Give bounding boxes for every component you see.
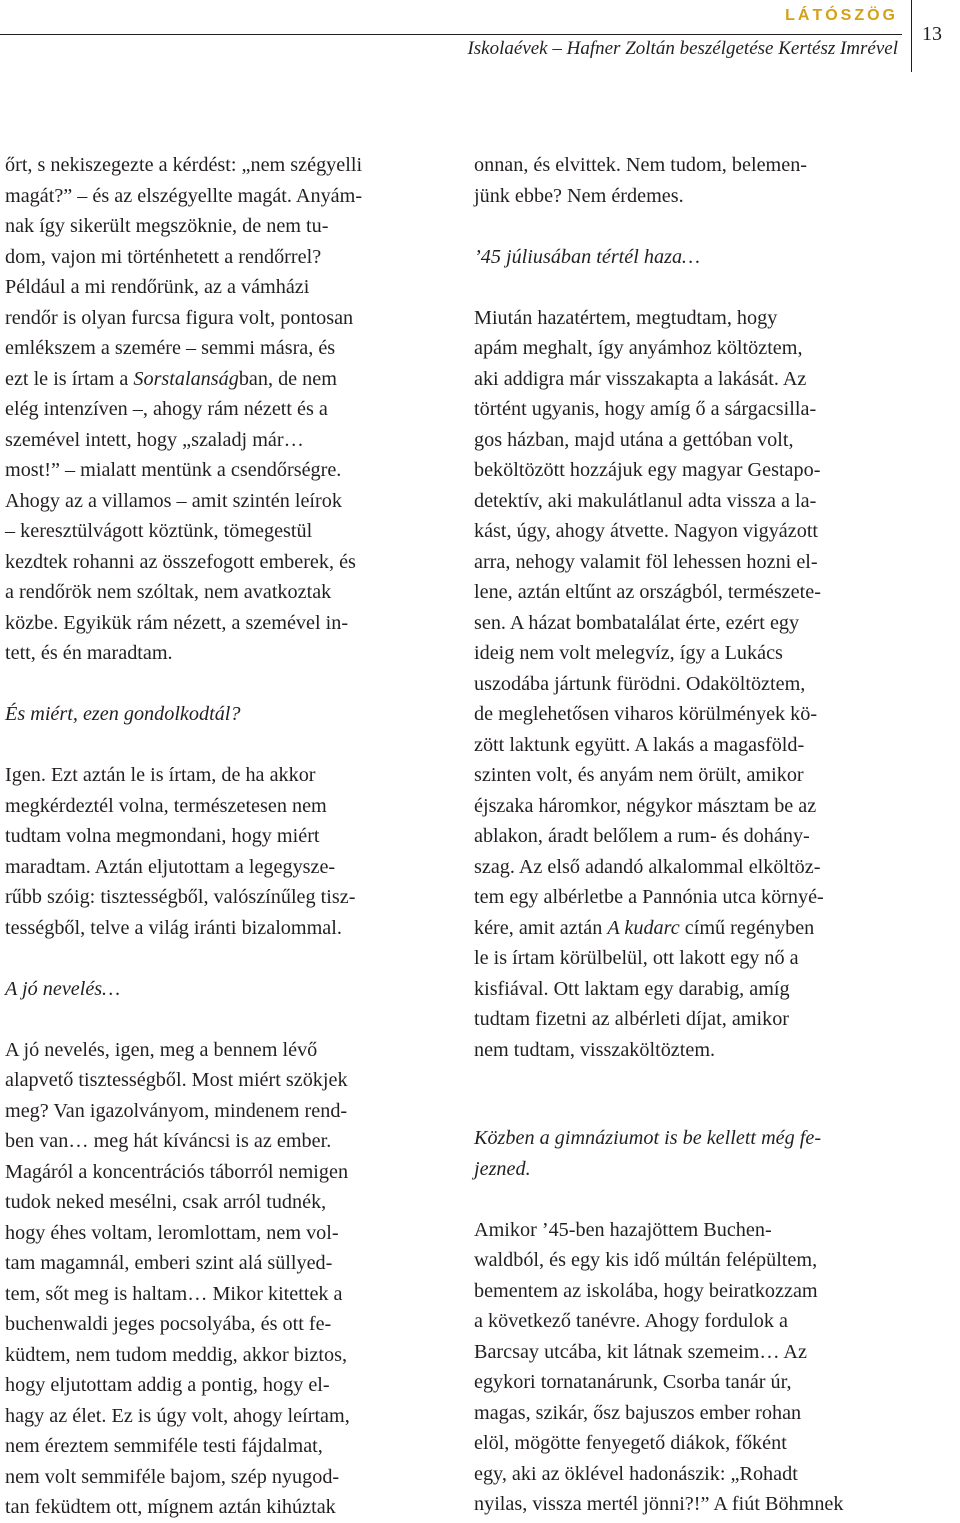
page-number-separator bbox=[911, 0, 912, 72]
text-line: arra, nehogy valamit föl lehessen hozni el- bbox=[474, 550, 818, 573]
text-line: sen. A házat bombatalálat érte, ezért egy bbox=[474, 611, 800, 634]
paragraph-gap bbox=[5, 730, 437, 761]
text-line: hogy eljutottam addig a pontig, hogy el- bbox=[5, 1374, 330, 1396]
text-line: történt ugyanis, hogy amíg ő a sárgacsilla- bbox=[474, 398, 817, 420]
text-line: onnan, és elvittek. Nem tudom, belemen- bbox=[474, 154, 808, 176]
text-line: nem éreztem semmiféle testi fájdalmat, bbox=[5, 1435, 323, 1457]
text-line: elöl, mögötte fenyegető diákok, főként bbox=[474, 1432, 787, 1454]
text-run: című regényben bbox=[679, 916, 815, 939]
text-line: de meglehetősen viharos körülmények kö- bbox=[474, 703, 818, 725]
text-line: szemével intett, hogy „szaladj már… bbox=[5, 428, 304, 451]
text-line: gos házban, majd utána a gettóban volt, bbox=[474, 428, 794, 451]
text-line: Magáról a koncentrációs táborról nemigen bbox=[5, 1160, 349, 1183]
text-line: Miután hazatértem, megtudtam, hogy bbox=[474, 306, 778, 329]
text-line: beköltözött hozzájuk egy magyar Gestapo- bbox=[474, 459, 821, 481]
paragraph-gap bbox=[474, 211, 914, 242]
text-line: detektív, aki makulátlanul adta vissza a la- bbox=[474, 489, 817, 512]
text-line: lene, aztán eltűnt az országból, természete- bbox=[474, 581, 821, 603]
right-paragraph-2 bbox=[474, 303, 914, 1066]
text-line: buchenwaldi jeges pocsolyába, és ott fe- bbox=[5, 1313, 332, 1335]
text-line: ablakon, áradt belőlem a rum- és dohány- bbox=[474, 825, 810, 847]
text-line bbox=[5, 364, 437, 395]
left-paragraph-3 bbox=[5, 1035, 437, 1523]
text-line: Barcsay utcába, kit látnak szemeim… Az bbox=[474, 1340, 807, 1363]
book-title-a-kudarc: A kudarc bbox=[607, 916, 680, 939]
text-line: uszodába jártunk fürödni. Odaköltöztem, bbox=[474, 672, 806, 695]
text-run: kére, amit aztán bbox=[474, 916, 608, 939]
text-line: nak így sikerült megszöknie, de nem tu- bbox=[5, 215, 329, 237]
text-line: elég intenzíven –, ahogy rám nézett és a bbox=[5, 398, 328, 420]
text-line: a következő tanévre. Ahogy fordulok a bbox=[474, 1310, 788, 1332]
text-line: ideig nem volt melegvíz, így a Lukács bbox=[474, 642, 783, 664]
page-header bbox=[0, 0, 960, 80]
text-line: nyilas, vissza mertél jönni?!” A fiút Böhmnek bbox=[474, 1493, 844, 1515]
text-line: nem tudtam, visszaköltöztem. bbox=[474, 1038, 716, 1061]
text-line: most!” – mialatt mentünk a csendőrségre. bbox=[5, 459, 342, 481]
text-line: bementem az iskolába, hogy beiratkozzam bbox=[474, 1279, 818, 1302]
text-line: waldból, és egy kis idő múltán felépültem, bbox=[474, 1249, 818, 1271]
text-line: hagy az élet. Ez is úgy volt, ahogy leírtam, bbox=[5, 1404, 350, 1427]
interview-question bbox=[474, 242, 914, 273]
text-line: tességből, telve a világ iránti bizalommal. bbox=[5, 916, 342, 939]
text-line: maradtam. Aztán eljutottam a legegysze- bbox=[5, 855, 336, 878]
paragraph-gap bbox=[474, 272, 914, 303]
text-line: aki addigra már visszakapta a lakását. Az bbox=[474, 367, 807, 390]
text-line: küdtem, nem tudom meddig, akkor biztos, bbox=[5, 1343, 348, 1366]
text-line: A jó nevelés, igen, meg a bennem lévő bbox=[5, 1038, 318, 1061]
text-line: Amikor ’45-ben hazajöttem Buchen- bbox=[474, 1218, 772, 1241]
question-line: És miért, ezen gondolkodtál? bbox=[5, 703, 241, 725]
right-paragraph-1 bbox=[474, 150, 914, 211]
page-number: 13 bbox=[922, 23, 942, 45]
text-run: ban, de nem bbox=[238, 367, 337, 390]
interview-question bbox=[5, 699, 437, 730]
text-line: tudok neked mesélni, csak arról tudnék, bbox=[5, 1191, 327, 1213]
text-line: magas, szikár, ősz bajuszos ember rohan bbox=[474, 1401, 802, 1424]
right-column bbox=[474, 150, 914, 1520]
text-line: tett, és én maradtam. bbox=[5, 642, 173, 664]
text-line: – keresztülvágott köztünk, tömegestül bbox=[5, 520, 313, 542]
text-line: zött laktunk együtt. A lakás a magasföld- bbox=[474, 733, 805, 756]
text-line: meg? Van igazolványom, mindenem rend- bbox=[5, 1099, 348, 1122]
text-line: nem volt semmiféle bajom, szép nyugod- bbox=[5, 1465, 340, 1488]
text-line: közbe. Egyikük rám nézett, a szemével in- bbox=[5, 611, 349, 634]
text-line: őrt, s nekiszegezte a kérdést: „nem szégyelli bbox=[5, 154, 363, 176]
paragraph-gap bbox=[474, 1184, 914, 1215]
left-column bbox=[5, 150, 437, 1523]
question-line: ’45 júliusában tértél haza… bbox=[474, 245, 700, 268]
left-paragraph-1 bbox=[5, 150, 437, 669]
text-line: ben van… meg hát kíváncsi is az ember. bbox=[5, 1130, 332, 1152]
text-line: rűbb szóig: tisztességből, valószínűleg tisz- bbox=[5, 886, 356, 908]
text-line: rendőr is olyan furcsa figura volt, pontosan bbox=[5, 306, 354, 329]
text-line: megkérdeztél volna, természetesen nem bbox=[5, 794, 327, 817]
paragraph-gap bbox=[5, 1004, 437, 1035]
text-line: jünk ebbe? Nem érdemes. bbox=[474, 184, 684, 207]
right-paragraph-3 bbox=[474, 1215, 914, 1520]
paragraph-gap bbox=[5, 943, 437, 974]
question-line: jezned. bbox=[474, 1157, 531, 1180]
text-line: tam magamnál, emberi szint alá süllyed- bbox=[5, 1252, 333, 1274]
text-line: magát?” – és az elszégyellte magát. Anyám- bbox=[5, 184, 363, 207]
text-line: kezdtek rohanni az összefogott emberek, és bbox=[5, 550, 356, 573]
text-line: apám meghalt, így anyámhoz költöztem, bbox=[474, 337, 803, 359]
text-line: tudtam volna megmondani, hogy miért bbox=[5, 825, 320, 847]
text-line: tudtam fizetni az albérleti díjat, amikor bbox=[474, 1008, 790, 1030]
text-line: Igen. Ezt aztán le is írtam, de ha akkor bbox=[5, 764, 316, 786]
text-line: éjszaka háromkor, négykor másztam be az bbox=[474, 794, 817, 817]
text-line: dom, vajon mi történhetett a rendőrrel? bbox=[5, 245, 322, 268]
text-line: le is írtam körülbelül, ott lakott egy nő a bbox=[474, 947, 799, 969]
text-line: emlékszem a szemére – semmi másra, és bbox=[5, 337, 336, 359]
book-title-sorstalansag: Sorstalanság bbox=[133, 367, 239, 390]
text-line bbox=[474, 913, 914, 944]
paragraph-gap bbox=[5, 669, 437, 700]
left-paragraph-2 bbox=[5, 760, 437, 943]
text-line: kisfiával. Ott laktam egy darabig, amíg bbox=[474, 977, 790, 1000]
text-line: tan feküdtem ott, mígnem aztán kihúztak bbox=[5, 1496, 336, 1518]
question-line: Közben a gimnáziumot is be kellett még fe- bbox=[474, 1127, 822, 1149]
paragraph-gap bbox=[474, 1065, 914, 1123]
interview-question bbox=[5, 974, 437, 1005]
text-run: ezt le is írtam a bbox=[5, 367, 134, 390]
text-line: alapvető tisztességből. Most miért szökjek bbox=[5, 1069, 348, 1091]
text-line: egy, aki az öklével hadonászik: „Rohadt bbox=[474, 1462, 798, 1485]
text-line: tem, sőt meg is haltam… Mikor kitettek a bbox=[5, 1282, 343, 1305]
header-rule bbox=[0, 34, 902, 35]
text-line: egykori tornatanárunk, Csorba tanár úr, bbox=[474, 1371, 792, 1393]
question-line: A jó nevelés… bbox=[5, 977, 121, 1000]
text-line: szinten volt, és anyám nem örült, amikor bbox=[474, 764, 804, 786]
interview-question bbox=[474, 1123, 914, 1184]
text-line: tem egy albérletbe a Pannónia utca környé- bbox=[474, 886, 824, 908]
section-tag: LÁTÓSZÖG bbox=[785, 7, 898, 24]
text-line: hogy éhes voltam, leromlottam, nem vol- bbox=[5, 1221, 339, 1244]
text-line: Például a mi rendőrünk, az a vámházi bbox=[5, 276, 310, 298]
text-line: Ahogy az a villamos – amit szintén leírok bbox=[5, 489, 342, 512]
running-title: Iskolaévek – Hafner Zoltán beszélgetése Kertész Imrével bbox=[467, 38, 898, 59]
text-line: a rendőrök nem szóltak, nem avatkoztak bbox=[5, 581, 332, 603]
text-line: kást, úgy, ahogy átvette. Nagyon vigyázott bbox=[474, 520, 819, 542]
text-line: szag. Az első adandó alkalommal elköltöz- bbox=[474, 855, 821, 878]
